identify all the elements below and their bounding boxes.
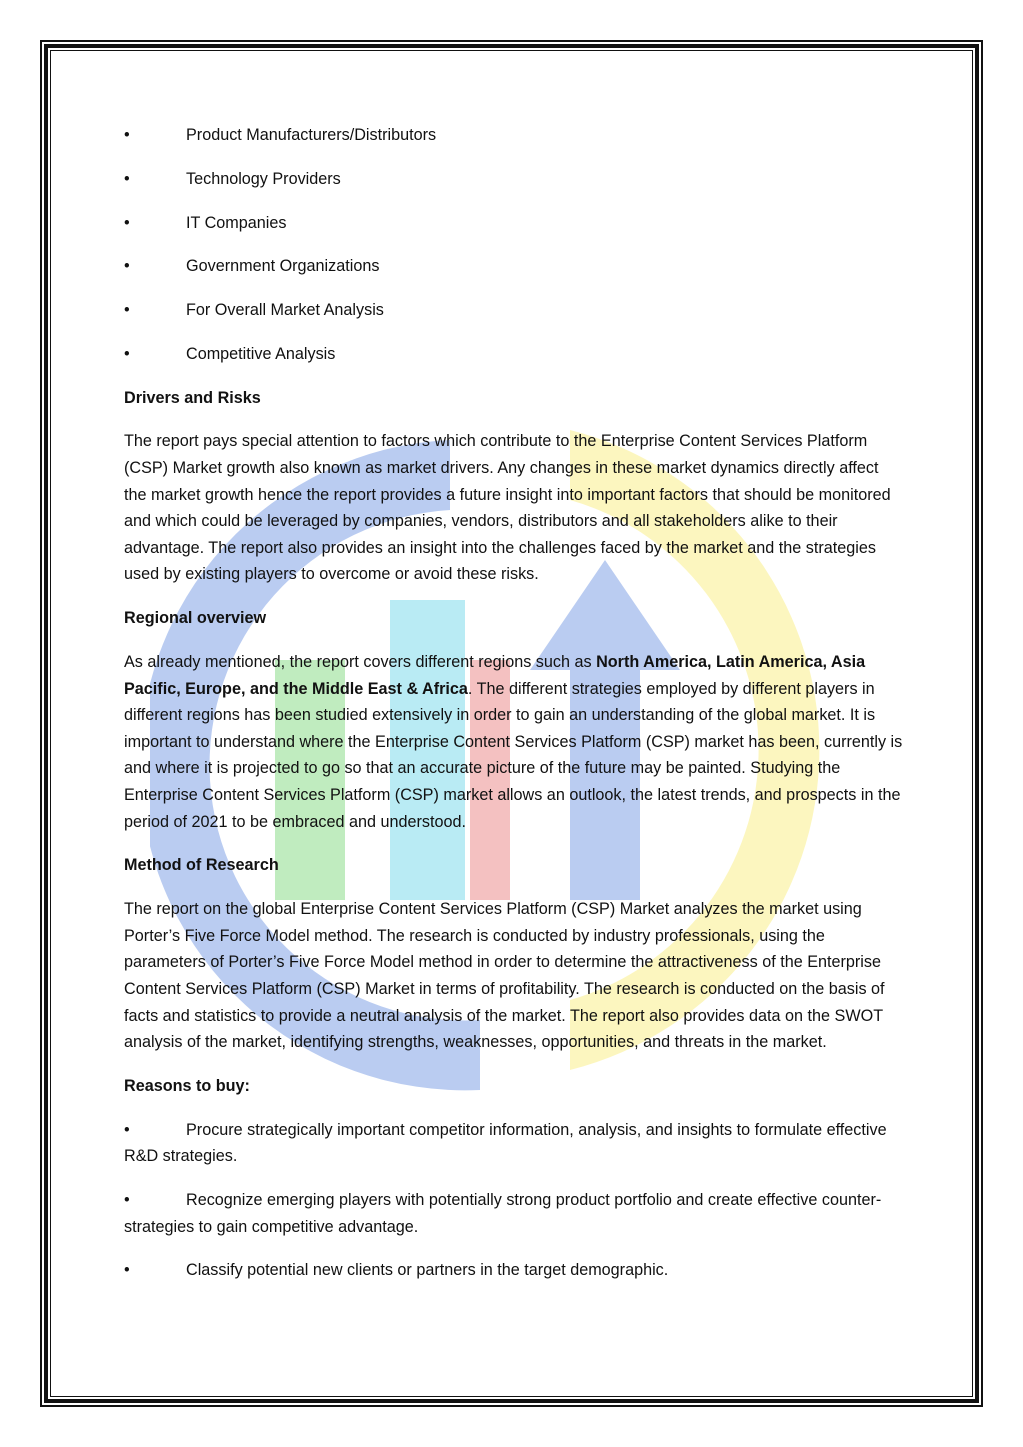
bullet-marker: • — [124, 1191, 130, 1210]
reason-item — [124, 1187, 904, 1240]
stakeholder-list — [124, 122, 904, 368]
list-item — [124, 210, 904, 237]
list-item — [124, 166, 904, 193]
bullet-marker: • — [124, 169, 130, 188]
reasons-heading: Reasons to buy: — [124, 1076, 250, 1095]
regional-heading: Regional overview — [124, 609, 267, 628]
regional-text-after: . The different strategies employed by different players in different regions has been studied extensively in order to gain an understanding of the global market. It is important to understand where the Enterprise Content Services Platform (CSP) market has been, currently is and where it is projected to go so that an accurate picture of the future may be painted. Studying the Enterprise Content Services Platform (CSP) market allows an outlook, the latest trends, and prospects in the period of 2021 to be embraced and understood. — [124, 679, 903, 831]
list-item — [124, 297, 904, 324]
list-item-text: Product Manufacturers/Distributors — [186, 126, 437, 144]
reason-item-text: Procure strategically important competitor information, analysis, and insights to formulate effective R&D strategies. — [124, 1120, 887, 1166]
bullet-marker: • — [124, 1120, 130, 1139]
drivers-heading: Drivers and Risks — [124, 388, 261, 407]
bullet-marker: • — [124, 257, 130, 276]
method-heading: Method of Research — [124, 856, 279, 875]
list-item-text: For Overall Market Analysis — [186, 301, 384, 320]
regional-regions-bold: North America, Latin America, Asia Pacific, Europe, and the Middle East & Africa — [124, 653, 866, 698]
bullet-marker: • — [124, 301, 130, 320]
list-item — [124, 253, 904, 280]
bullet-marker: • — [124, 1261, 130, 1280]
bullet-marker: • — [124, 344, 130, 363]
document-body — [124, 122, 904, 1301]
drivers-paragraph: The report pays special attention to factors which contribute to the Enterprise Content Services Platform (CSP) Market growth also known as market drivers. Any changes in these market dynamics directly affect the market growth hence the report provides a future insight into important factors that should be monitored and which could be leveraged by companies, vendors, distributors and all stakeholders alike to their advantage. The report also provides an insight into the challenges faced by the market and the strategies used by existing players to overcome or avoid these risks. — [124, 432, 891, 584]
bullet-marker: • — [124, 126, 130, 144]
list-item-text: Technology Providers — [186, 169, 341, 188]
reason-item — [124, 1117, 904, 1170]
regional-text-before: As already mentioned, the report covers different regions such as — [124, 653, 597, 671]
bullet-marker: • — [124, 213, 130, 232]
list-item — [124, 341, 904, 368]
list-item — [124, 122, 904, 149]
method-paragraph: The report on the global Enterprise Content Services Platform (CSP) Market analyzes the market using Porter’s Five Force Model method. The research is conducted by industry professionals, using the parameters of Porter’s Five Force Model method in order to determine the attractiveness of the Enterprise Content Services Platform (CSP) Market in terms of profitability. The research is conducted on the basis of facts and statistics to provide a neutral analysis of the market. The report also provides data on the SWOT analysis of the market, identifying strengths, weaknesses, opportunities, and threats in the market. — [124, 900, 885, 1052]
list-item-text: Competitive Analysis — [186, 344, 336, 363]
reason-item-text: Classify potential new clients or partners in the target demographic. — [186, 1261, 669, 1280]
reason-item — [124, 1257, 904, 1284]
regional-paragraph — [124, 649, 904, 835]
list-item-text: Government Organizations — [186, 257, 380, 276]
list-item-text: IT Companies — [186, 213, 287, 232]
reason-item-text: Recognize emerging players with potentially strong product portfolio and create effective counter-strategies to gain competitive advantage. — [124, 1191, 882, 1236]
